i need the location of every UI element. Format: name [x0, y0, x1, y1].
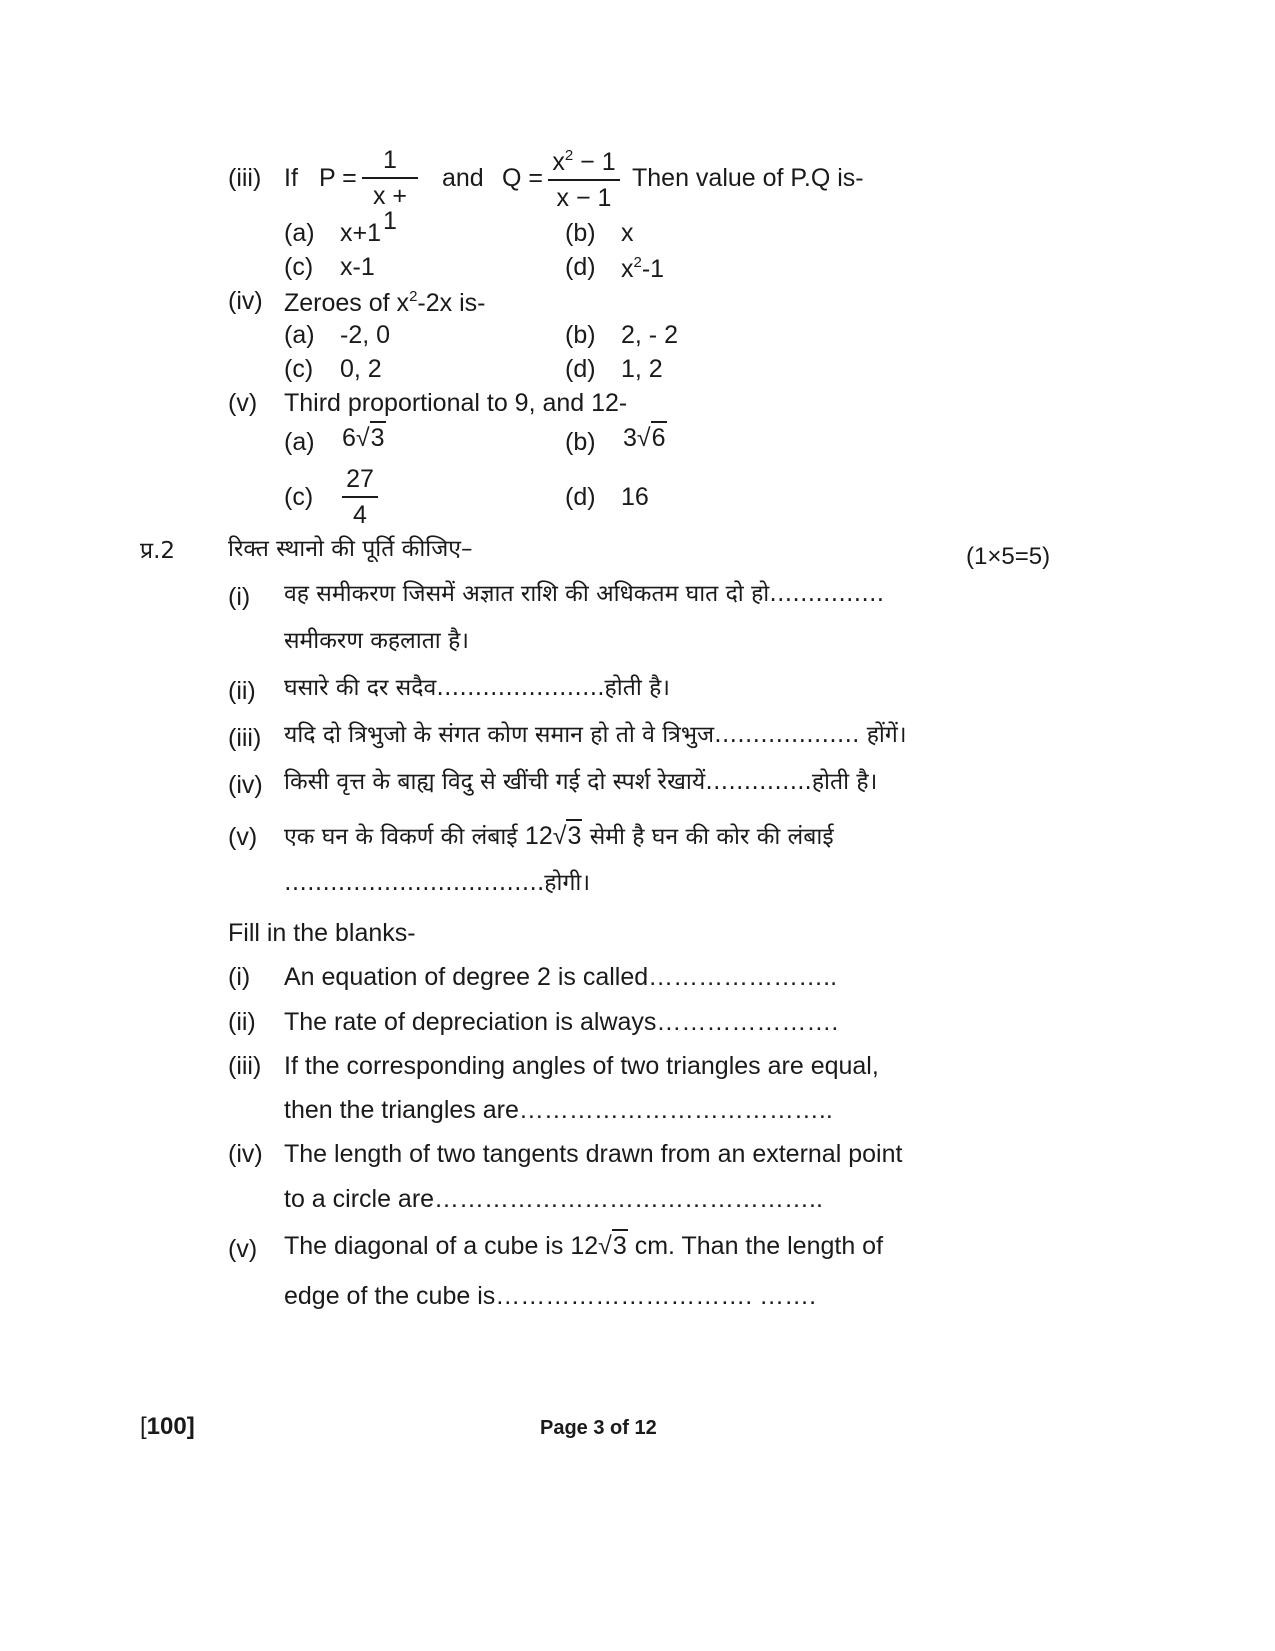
option-b: 3√6	[623, 426, 667, 451]
option-label: (d)	[565, 253, 596, 281]
if-word: If	[284, 164, 298, 192]
item-number: (iii)	[228, 724, 262, 752]
q-numerator: $x^2 - 1$	[552, 147, 616, 176]
question-text: Zeroes of $x^2-2x$ is-	[284, 288, 486, 317]
option-a: 6√3	[342, 426, 386, 451]
english-item-text: edge of the cube is…………………………. …….	[284, 1282, 817, 1310]
option-c: 0, 2	[340, 355, 382, 383]
sqrt-symbol: √3	[356, 426, 386, 451]
hindi-item-text: वह समीकरण जिसमें अज्ञात राशि की अधिकतम घात दो हो……………	[284, 581, 885, 607]
option-d: 1, 2	[621, 355, 663, 383]
option-label: (b)	[565, 219, 596, 247]
item-number: (v)	[228, 389, 258, 417]
option-label: (b)	[565, 321, 596, 349]
hindi-item-text: एक घन के विकर्ण की लंबाई 12√3 सेमी है घन की कोर की लंबाई	[284, 824, 834, 849]
item-number: (ii)	[228, 677, 256, 705]
hindi-item-text: किसी वृत्त के बाह्य विदु से खींची गई दो स्पर्श रेखायें…………..होती है।	[284, 769, 878, 795]
item-number: (iv)	[228, 1140, 263, 1168]
question-label: प्र.2	[140, 538, 176, 564]
english-item-text: to a circle are………………………………………..	[284, 1185, 823, 1213]
option-b: x	[621, 219, 634, 247]
english-item-text: The rate of depreciation is always………………….	[284, 1008, 839, 1036]
item-number: (v)	[228, 823, 258, 851]
english-item-text: The diagonal of a cube is 12√3 cm. Than the length of	[284, 1234, 883, 1259]
english-item-text: then the triangles are………………………………..	[284, 1096, 833, 1124]
sqrt-symbol: √3	[598, 1234, 628, 1259]
option-label: (a)	[284, 321, 315, 349]
option-c: x-1	[340, 253, 375, 281]
english-item-text: An equation of degree 2 is called…………………..	[284, 963, 838, 991]
item-number: (iv)	[228, 771, 263, 799]
item-number: (v)	[228, 1235, 258, 1263]
option-b: 2, - 2	[621, 321, 678, 349]
option-label: (a)	[284, 219, 315, 247]
and-word: and	[442, 164, 484, 192]
q-fraction	[548, 148, 620, 211]
hindi-item-text: समीकरण कहलाता है।	[284, 628, 470, 654]
option-label: (c)	[284, 253, 314, 281]
question-text: Third proportional to 9, and 12-	[284, 389, 628, 417]
hindi-item-text: घसारे की दर सदैव………………….होती है।	[284, 675, 671, 701]
hindi-item-text: …………………………….होगी।	[284, 870, 591, 896]
option-label: (a)	[284, 428, 315, 456]
item-number: (i)	[228, 963, 251, 991]
paper-code: [100]	[140, 1413, 195, 1440]
option-label: (d)	[565, 483, 596, 511]
english-item-text: The length of two tangents drawn from an external point	[284, 1140, 903, 1168]
p-numerator: 1	[383, 146, 397, 174]
hindi-item-text: यदि दो त्रिभुजो के संगत कोण समान हो तो वे त्रिभुज………………. होंगें।	[284, 722, 907, 748]
page-number: Page 3 of 12	[540, 1417, 657, 1439]
q-denominator: x − 1	[548, 179, 620, 211]
p-label: P =	[319, 164, 357, 192]
option-d: 16	[621, 483, 649, 511]
english-item-text: If the corresponding angles of two triangles are equal,	[284, 1052, 879, 1080]
sqrt-symbol: √6	[637, 426, 667, 451]
q-label: Q =	[502, 164, 543, 192]
option-label: (d)	[565, 355, 596, 383]
item-number: (i)	[228, 583, 251, 611]
p-denominator: x + 1	[362, 177, 418, 234]
section-title-english: Fill in the blanks-	[228, 919, 416, 947]
option-d: $x^2-1$	[621, 254, 665, 283]
option-c-fraction	[342, 467, 378, 528]
sqrt-symbol: √3	[553, 824, 583, 849]
section-title-hindi: रिक्त स्थानो की पूर्ति कीजिए–	[228, 536, 473, 562]
option-c-denominator: 4	[342, 496, 378, 528]
option-label: (c)	[284, 355, 314, 383]
option-a: -2, 0	[340, 321, 391, 349]
question-tail: Then value of P.Q is-	[632, 164, 864, 192]
marks-badge: (1×5=5)	[966, 543, 1051, 570]
item-number: (ii)	[228, 1008, 256, 1036]
item-number: (iii)	[228, 1052, 262, 1080]
option-label: (b)	[565, 428, 596, 456]
option-label: (c)	[284, 483, 314, 511]
item-number: (iv)	[228, 287, 263, 315]
option-a: x+1	[340, 219, 382, 247]
option-c-numerator: 27	[346, 465, 374, 493]
item-number: (iii)	[228, 164, 262, 192]
